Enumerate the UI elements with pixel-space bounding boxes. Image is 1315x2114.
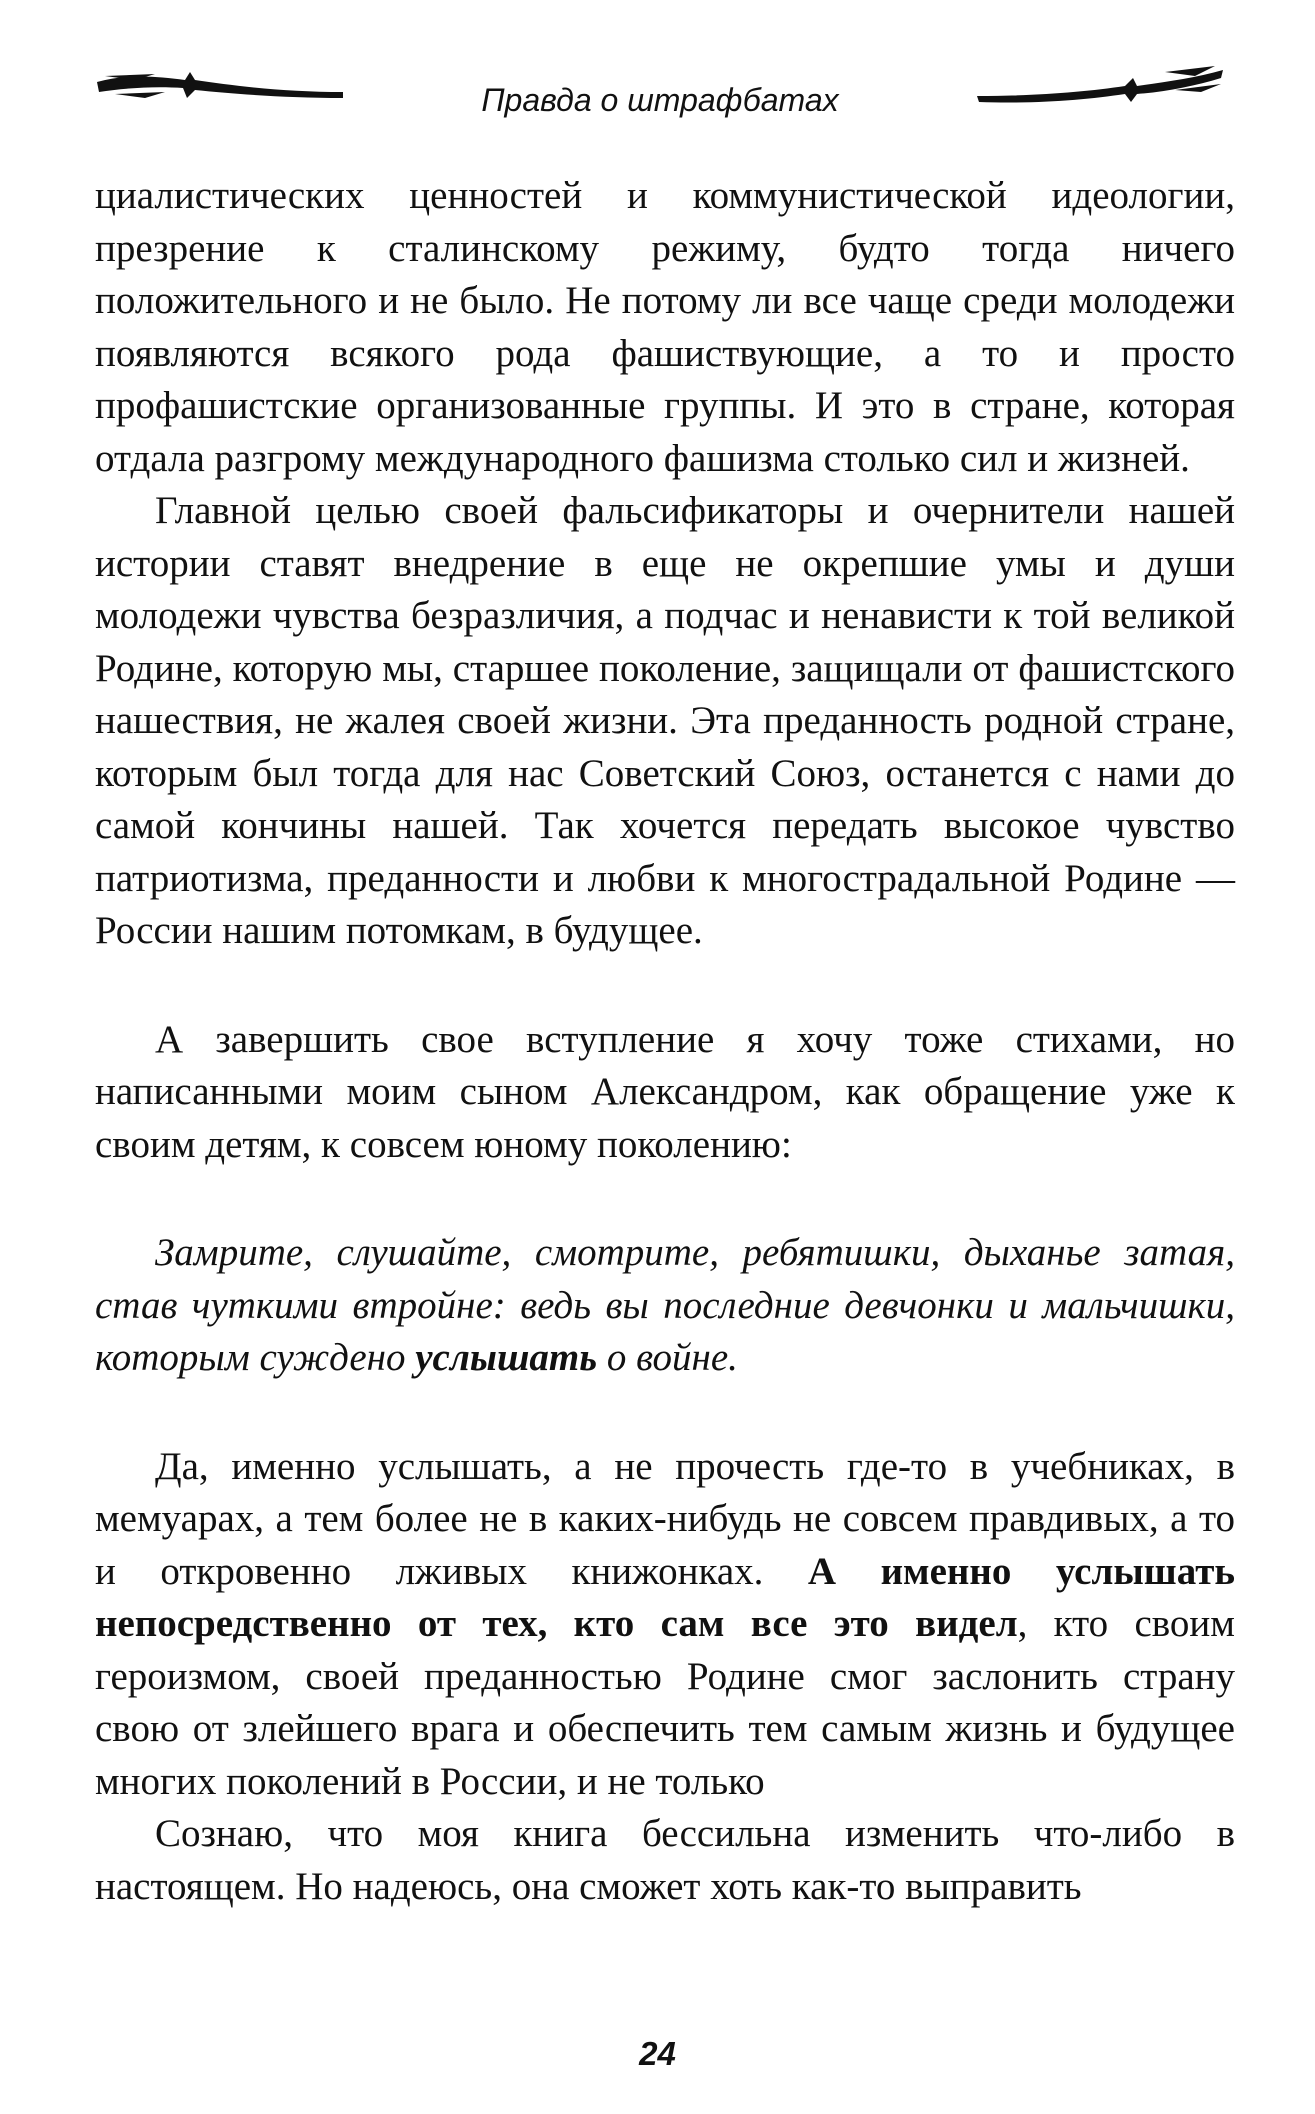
paragraph-emphasis: А именно услышать непосредственно от тех, кто сам все это видел	[95, 1549, 1236, 1645]
verse-quote	[95, 1227, 1235, 1385]
verse-text-end: о войне.	[597, 1336, 738, 1379]
paragraph: А завершить свое вступление я хочу тоже стихами, но написанными моим сыном Александром, как обращение уже к своим детям, к совсем юному поколению:	[95, 1017, 1235, 1166]
spacer	[95, 1385, 1235, 1441]
brush-stroke-right-ornament	[975, 62, 1225, 122]
running-header	[95, 62, 1225, 132]
paragraph	[95, 1441, 1235, 1809]
spacer	[95, 1171, 1235, 1227]
paragraph-text: Да, именно услышать, а не прочесть где-то в учебниках, в мемуарах, а тем более не в каких-нибудь не совсем правдивых, а то и откровенно лживых книжонках.	[95, 1444, 1235, 1593]
running-header-title: Правда о штрафбатах	[481, 82, 839, 118]
verse-text: Замрите, слушайте, смотрите, ребятишки, дыханье затая, став чуткими втройне: ведь вы последние девчонки и мальчишки, которым суждено	[95, 1231, 1235, 1379]
paragraph: Сознаю, что моя книга бессильна изменить что-либо в настоящем. Но надеюсь, она сможет хоть как-то выправить	[95, 1812, 1235, 1908]
body-text	[95, 170, 1235, 1913]
paragraph: Главной целью своей фальсификаторы и очернители нашей истории ставят внедрение в еще не окрепшие умы и души молодежи чувства безразличия, а подчас и ненависти к той великой Родине, которую мы, старшее поколение, защищали от фашистского нашествия, не жалея своей жизни. Эта преданность родной стране, которым был тогда для нас Советский Союз, останется с нами до самой кончины нашей. Так хочется передать высокое чувство патриотизма, преданности и любви к многострадальной Родине — России нашим потомкам, в будущее.	[95, 489, 1235, 952]
paragraph: циалистических ценностей и коммунистической идеологии, презрение к сталинскому режиму, будто тогда ничего положительного и не было. Не потому ли все чаще среди молодежи появляются всякого рода фашиствующие, а то и просто профашистские организованные группы. И это в стране, которая отдала разгрому международного фашизма столько сил и жизней.	[95, 174, 1235, 480]
page-number: 24	[639, 2035, 676, 2072]
paragraph-text-end: , кто своим героизмом, своей преданностью Родине смог заслонить страну свою от злейшего врага и обеспечить тем самым жизнь и будущее многих поколений в России, и не только	[95, 1602, 1235, 1803]
verse-emphasis: услышать	[415, 1336, 598, 1379]
spacer	[95, 958, 1235, 1014]
